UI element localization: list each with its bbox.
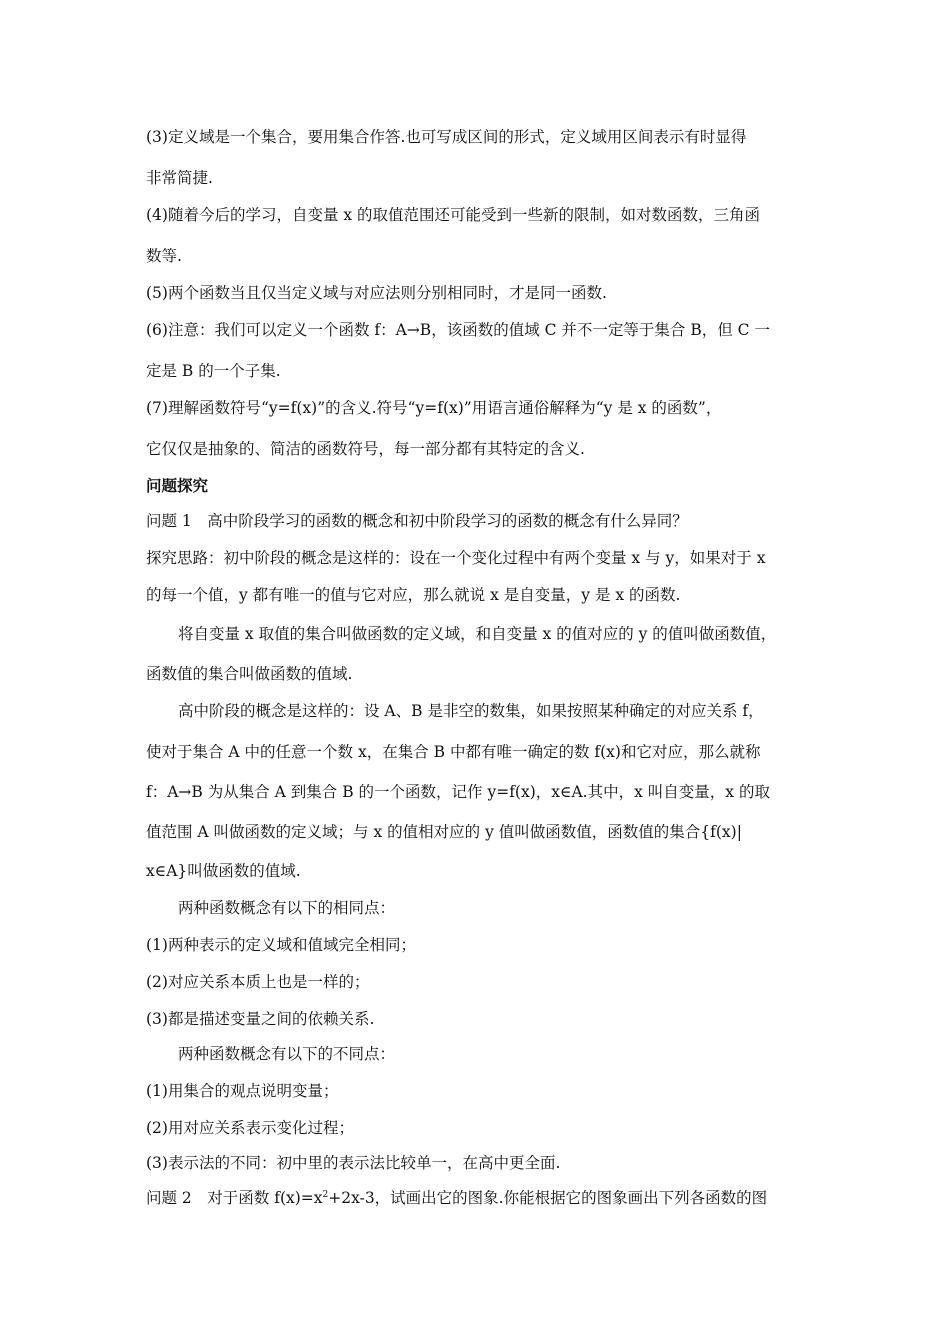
junior-domain-line-1: 将自变量 x 取值的集合叫做函数的定义域，和自变量 x 的值对应的 y 的值叫做函数值，	[178, 625, 777, 643]
question-2-exponent: 2	[322, 1189, 329, 1200]
note-3-line-2: 非常简捷.	[146, 169, 213, 187]
question-2	[146, 1188, 767, 1208]
note-4-line-1: (4)随着今后的学习，自变量 x 的取值范围还可能受到一些新的限制，如对数函数，三角函	[146, 206, 761, 224]
note-7-line-1: (7)理解函数符号“y=f(x)”的含义.符号“y=f(x)”用语言通俗解释为“y 是 x 的函数”，	[146, 399, 722, 417]
note-4-line-2: 数等.	[146, 247, 182, 265]
same-points-title: 两种函数概念有以下的相同点：	[178, 899, 396, 917]
diff-point-1: (1)用集合的观点说明变量；	[146, 1082, 339, 1100]
idea-line-2: 的每一个值，y 都有唯一的值与它对应，那么就说 x 是自变量，y 是 x 的函数.	[146, 586, 681, 604]
diff-point-3: (3)表示法的不同：初中里的表示法比较单一，在高中更全面.	[146, 1154, 561, 1172]
question-1: 问题 1 高中阶段学习的函数的概念和初中阶段学习的函数的概念有什么异同？	[146, 512, 688, 530]
question-2-post: +2x-3，试画出它的图象.你能根据它的图象画出下列各函数的图	[328, 1189, 768, 1207]
idea-line-1: 探究思路：初中阶段的概念是这样的：设在一个变化过程中有两个变量 x 与 y，如果对于 x	[146, 549, 766, 567]
question-2-pre: 问题 2 对于函数 f(x)=x	[146, 1189, 323, 1207]
note-5: (5)两个函数当且仅当定义域与对应法则分别相同时，才是同一函数.	[146, 284, 607, 302]
senior-def-line-2: 使对于集合 A 中的任意一个数 x，在集合 B 中都有唯一确定的数 f(x)和它对应，那么就称	[146, 743, 761, 761]
note-3-line-1: (3)定义域是一个集合，要用集合作答.也可写成区间的形式，定义域用区间表示有时显得	[146, 128, 747, 146]
diff-point-2: (2)用对应关系表示变化过程；	[146, 1119, 354, 1137]
section-title: 问题探究	[146, 477, 209, 495]
senior-def-line-3: f：A→B 为从集合 A 到集合 B 的一个函数，记作 y=f(x)，x∈A.其中，x 叫自变量，x 的取	[146, 783, 770, 801]
note-6-line-2: 定是 B 的一个子集.	[146, 362, 281, 380]
junior-domain-line-2: 函数值的集合叫做函数的值域.	[146, 665, 353, 683]
note-6-line-1: (6)注意：我们可以定义一个函数 f：A→B，该函数的值域 C 并不一定等于集合 B，但 C 一	[146, 321, 770, 339]
same-point-3: (3)都是描述变量之间的依赖关系.	[146, 1010, 375, 1028]
senior-def-line-1: 高中阶段的概念是这样的：设 A、B 是非空的数集，如果按照某种确定的对应关系 f，	[178, 702, 764, 720]
same-point-1: (1)两种表示的定义域和值域完全相同；	[146, 936, 416, 954]
same-point-2: (2)对应关系本质上也是一样的；	[146, 973, 370, 991]
senior-def-line-5: x∈A}叫做函数的值域.	[146, 862, 301, 880]
diff-points-title: 两种函数概念有以下的不同点：	[178, 1045, 396, 1063]
note-7-line-2: 它仅仅是抽象的、简洁的函数符号，每一部分都有其特定的含义.	[146, 440, 585, 458]
senior-def-line-4: 值范围 A 叫做函数的定义域；与 x 的值相对应的 y 值叫做函数值，函数值的集合{f(x)|	[146, 823, 742, 841]
